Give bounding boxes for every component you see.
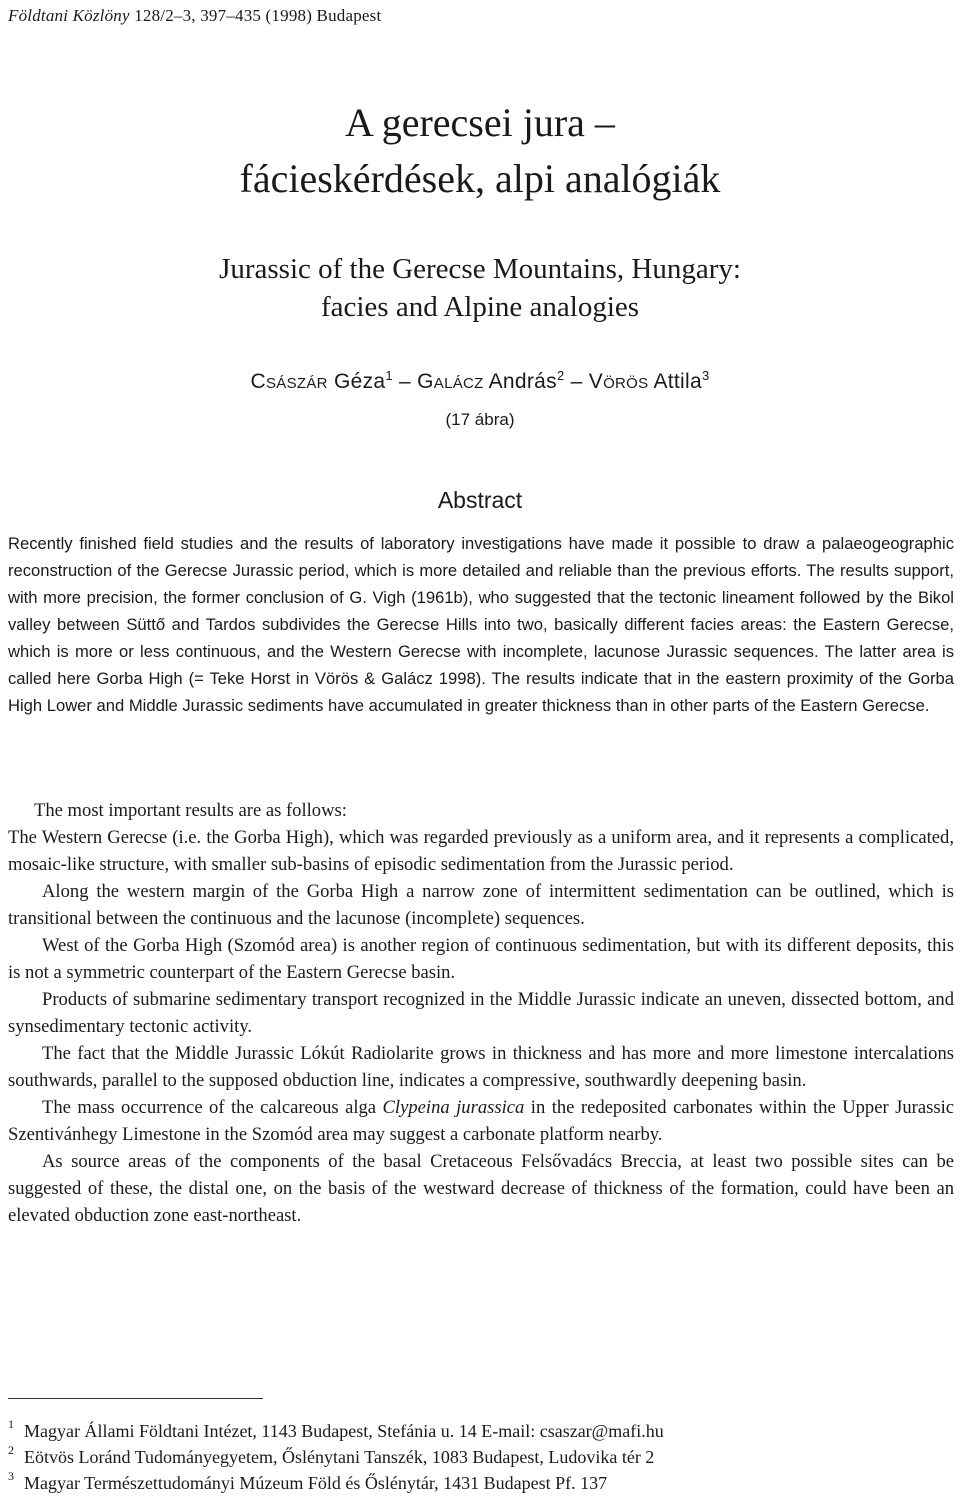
- footnote-1: [8, 1418, 954, 1444]
- subtitle-line-1: Jurassic of the Gerecse Mountains, Hungary:: [219, 253, 741, 285]
- body-paragraph-4: West of the Gorba High (Szomód area) is another region of continuous sedimentation, but with its different deposits, this is not a symmetric counterpart of the Eastern Gerecse basin.: [8, 935, 954, 983]
- abstract-heading: Abstract: [437, 487, 523, 513]
- body-paragraph-8: As source areas of the components of the basal Cretaceous Felsővadács Breccia, at least two possible sites can be suggested of these, the distal one, on the basis of the westward decrease of thickness of the formation, could have been an elevated obduction zone east-northeast.: [8, 1151, 954, 1226]
- paragraph-7-start: The mass occurrence of the calcareous alga: [42, 1097, 383, 1118]
- abstract-paragraph: Recently finished field studies and the results of laboratory investigations have made it possible to draw a palaeogeographic reconstruction of the Gerecse Jurassic period, which is more detailed and reliable than the previous efforts. The results support, with more precision, the former conclusion of G. Vigh (1961b), who suggested that the tectonic lineament followed by the Bikol valley between Süttő and Tardos subdivides the Gerecse Hills into two, basically different facies areas: the Eastern Gerecse, which is more or less continuous, and the Western Gerecse with incomplete, lacunose Jurassic sequences. The latter area is called here Gorba High (= Teke Horst in Vörös & Galácz 1998). The results indicate that in the eastern proximity of the Gorba High Lower and Middle Jurassic sediments have accumulated in greater thickness than in other parts of the Eastern Gerecse.: [8, 534, 954, 715]
- summary-body: [8, 797, 954, 1229]
- body-paragraph-2: The Western Gerecse (i.e. the Gorba High), which was regarded previously as a uniform area, and it represents a complicated, mosaic-like structure, with smaller sub-basins of episodic sedimentation from the Jurassic period.: [8, 827, 954, 875]
- author-1-affiliation-mark: 1: [385, 368, 393, 383]
- author-1-given: Géza: [333, 370, 386, 393]
- footnote-3: [8, 1470, 954, 1496]
- footnote-text: Eötvös Loránd Tudományegyetem, Őslénytani Tanszék, 1083 Budapest, Ludovika tér 2: [24, 1447, 655, 1467]
- author-3-affiliation-mark: 3: [701, 368, 710, 383]
- footnote-mark: 3: [8, 1469, 14, 1483]
- author-separator: –: [570, 370, 583, 393]
- figure-count: (17 ábra): [445, 410, 515, 429]
- footnote-2: [8, 1444, 954, 1470]
- footnote-mark: 2: [8, 1443, 14, 1457]
- author-2-surname: Galácz: [417, 370, 484, 393]
- footnote-divider: [8, 1398, 263, 1399]
- body-paragraph-7: [8, 1094, 954, 1148]
- body-paragraph-1: The most important results are as follows:: [34, 800, 347, 821]
- article-title-hungarian: [0, 95, 960, 207]
- body-paragraph-5: Products of submarine sedimentary transport recognized in the Middle Jurassic indicate an uneven, dissected bottom, and synsedimentary tectonic activity.: [8, 989, 954, 1037]
- abstract-body: [8, 530, 954, 719]
- footnote-mark: 1: [8, 1417, 14, 1431]
- body-paragraph-3: Along the western margin of the Gorba High a narrow zone of intermittent sedimentation can be outlined, which is transitional between the continuous and the lacunose (incomplete) sequences.: [8, 881, 954, 929]
- subtitle-line-2: facies and Alpine analogies: [320, 291, 640, 323]
- journal-issue-details: 128/2–3, 397–435 (1998) Budapest: [134, 6, 382, 25]
- author-list: [0, 368, 960, 394]
- body-paragraph-6: The fact that the Middle Jurassic Lókút Radiolarite grows in thickness and has more and more limestone intercalations southwards, parallel to the supposed obduction line, indicates a compressive, southwardly deepening basin.: [8, 1043, 954, 1091]
- running-head: [8, 6, 381, 26]
- species-name: Clypeina jurassica: [382, 1097, 525, 1118]
- journal-name: Földtani Közlöny: [8, 6, 130, 25]
- author-2-given: András: [488, 370, 557, 393]
- author-2-affiliation-mark: 2: [556, 368, 565, 383]
- article-title-english: [0, 250, 960, 326]
- author-3-given: Attila: [653, 370, 702, 393]
- footnotes: [8, 1418, 954, 1496]
- author-3-surname: Vörös: [588, 370, 649, 393]
- title-line-2: fácieskérdések, alpi analógiák: [239, 156, 721, 201]
- footnote-text: Magyar Természettudományi Múzeum Föld és Őslénytár, 1431 Budapest Pf. 137: [24, 1473, 608, 1493]
- author-1-surname: Császár: [250, 370, 328, 393]
- title-line-1: A gerecsei jura –: [345, 100, 615, 145]
- footnote-text: Magyar Állami Földtani Intézet, 1143 Budapest, Stefánia u. 14 E-mail: csaszar@mafi.hu: [24, 1421, 664, 1441]
- author-separator: –: [399, 370, 412, 393]
- paragraph-7-end: in the redeposited carbonates within the Upper Jurassic Szentivánhegy Limestone in the Szomód area may suggest a carbonate platform nearby.: [8, 1097, 954, 1145]
